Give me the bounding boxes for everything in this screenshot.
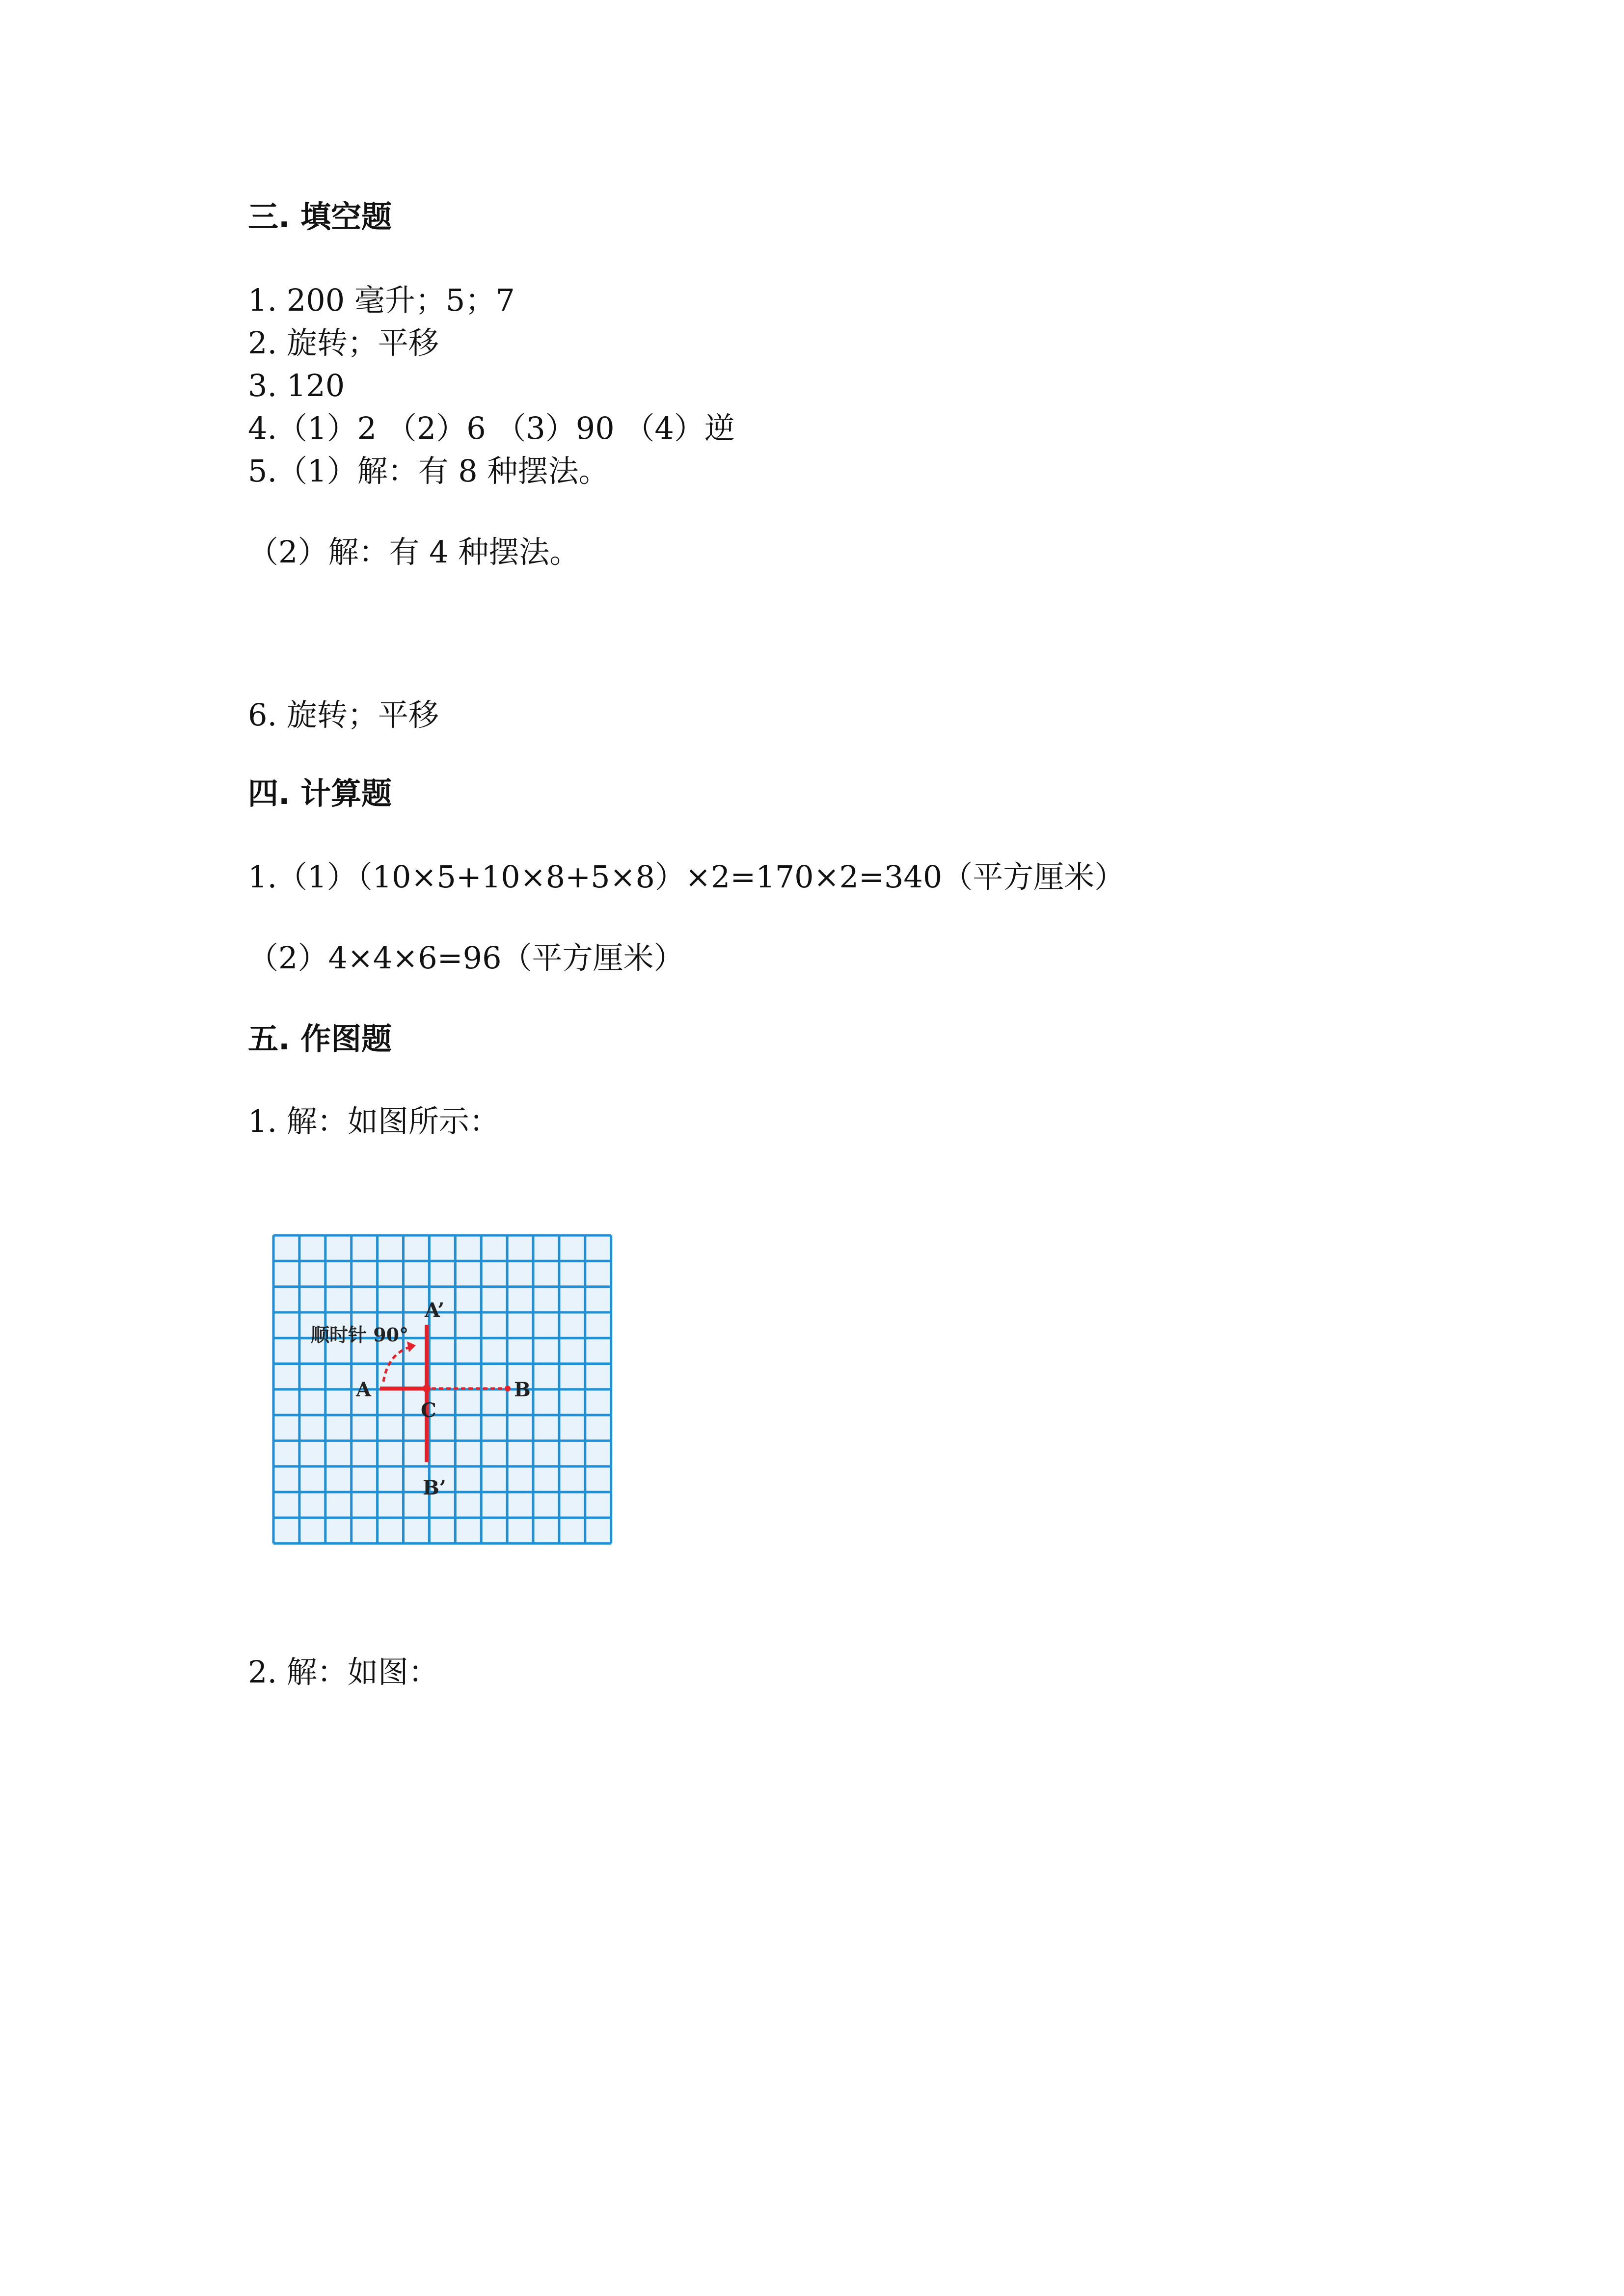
drawing-line-1: 1. 解：如图所示：	[248, 1103, 500, 1139]
answer-line-5-2: （2）解：有 4 种摆法。	[248, 534, 580, 570]
answer-line-5-1: 5.（1）解：有 8 种摆法。	[248, 453, 609, 489]
calc-line-1: 1.（1）（10×5+10×8+5×8）×2=170×2=340（平方厘米）	[248, 859, 1125, 895]
label-c: C	[421, 1399, 436, 1422]
label-b: B	[514, 1378, 531, 1401]
answer-line-4: 4.（1）2 （2）6 （3）90 （4）逆	[248, 410, 735, 446]
section-heading-fill-blank: 三. 填空题	[248, 199, 392, 235]
label-a: A	[356, 1378, 372, 1401]
rotation-grid-figure	[268, 1229, 616, 1548]
section-heading-calculation: 四. 计算题	[248, 775, 392, 811]
drawing-line-2: 2. 解：如图：	[248, 1654, 439, 1690]
answer-line-3: 3. 120	[248, 368, 345, 403]
calc-line-2: （2）4×4×6=96（平方厘米）	[248, 940, 684, 976]
section-heading-drawing: 五. 作图题	[248, 1021, 392, 1057]
answer-line-1: 1. 200 毫升；5；7	[248, 282, 515, 318]
rotation-label: 顺时针 90°	[311, 1324, 409, 1346]
answer-line-2: 2. 旋转；平移	[248, 325, 439, 361]
point-c-dot	[423, 1385, 431, 1392]
answer-line-6: 6. 旋转；平移	[248, 697, 439, 733]
label-b-prime: B’	[423, 1476, 446, 1499]
point-b-dot	[505, 1386, 511, 1391]
label-a-prime: A’	[425, 1299, 445, 1322]
